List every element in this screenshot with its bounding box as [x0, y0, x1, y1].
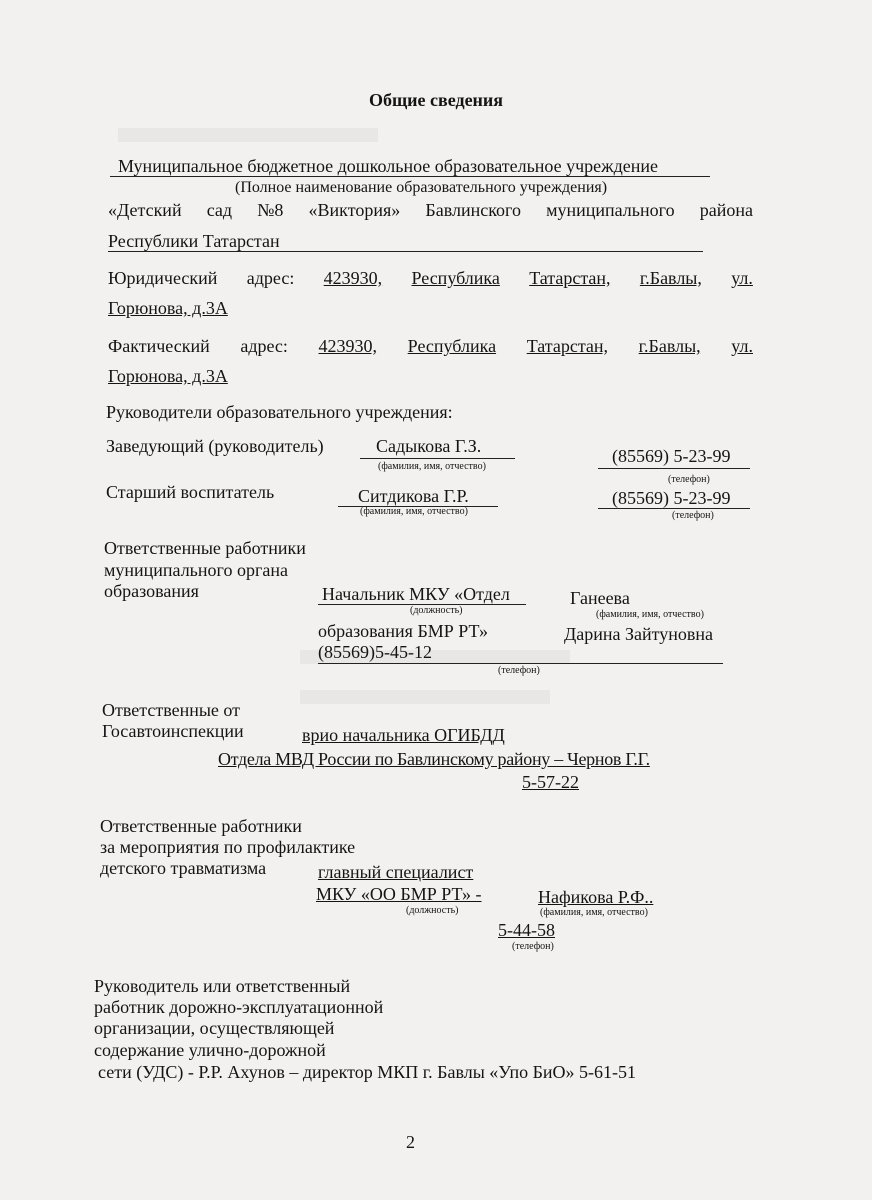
prevention-position-line2: МКУ «ОО БМР РТ» -	[316, 884, 482, 904]
municipal-label-line: образования	[104, 581, 199, 601]
actual-address-word: 423930,	[318, 336, 378, 356]
road-last-line: сети (УДС) - Р.Р. Ахунов – директор МКП г. Бавлы «Упо БиО» 5-61-51	[98, 1062, 637, 1082]
prevention-label-line: Ответственные работники	[100, 816, 302, 836]
municipal-name-line2: Дарина Зайтуновна	[564, 624, 714, 644]
org-word: «Детский	[108, 200, 182, 220]
actual-address-word: г.Бавлы,	[638, 336, 701, 356]
head-name-caption: (фамилия, имя, отчество)	[378, 461, 486, 472]
actual-address-word: Республика	[407, 336, 497, 356]
org-name-line3: Республики Татарстан	[108, 231, 280, 251]
org-name-line3-underline	[108, 251, 703, 252]
senior-name: Ситдикова Г.Р.	[358, 486, 469, 506]
head-name: Садыкова Г.З.	[376, 436, 482, 456]
prevention-name-caption: (фамилия, имя, отчество)	[540, 907, 648, 918]
prevention-phone: 5-44-58	[498, 920, 555, 940]
municipal-phone: (85569)5-45-12	[318, 642, 432, 662]
org-word: №8	[257, 200, 284, 220]
managers-heading: Руководители образовательного учреждения:	[106, 402, 453, 422]
road-label-line: организации, осуществляющей	[94, 1018, 335, 1038]
senior-phone: (85569) 5-23-99	[612, 488, 731, 508]
actual-address-word: адрес:	[240, 336, 288, 356]
gai-label-line: Ответственные от	[102, 700, 241, 720]
org-word: муниципального	[546, 200, 675, 220]
prevention-label-line: детского травматизма	[100, 858, 267, 878]
municipal-phone-caption: (телефон)	[498, 665, 540, 676]
prevention-position-caption: (должность)	[406, 905, 459, 916]
head-role: Заведующий (руководитель)	[106, 436, 324, 456]
bleed-through-mark	[118, 128, 378, 142]
senior-phone-caption: (телефон)	[672, 510, 714, 521]
head-phone-caption: (телефон)	[668, 474, 710, 485]
legal-address-word: Республика	[411, 268, 500, 288]
legal-address-cont: Горюнова, д.3А	[108, 298, 228, 318]
municipal-label-line: муниципального органа	[104, 560, 288, 580]
legal-address-word: 423930,	[323, 268, 383, 288]
org-word: «Виктория»	[308, 200, 401, 220]
municipal-position-line1: Начальник МКУ «Отдел	[322, 584, 510, 604]
org-name-line1: Муниципальное бюджетное дошкольное образовательное учреждение	[118, 156, 658, 176]
actual-address-word: Татарстан,	[526, 336, 609, 356]
prevention-position-line1: главный специалист	[318, 862, 474, 882]
gai-phone: 5-57-22	[522, 772, 579, 792]
municipal-name-line1: Ганеева	[570, 588, 630, 608]
senior-name-caption: (фамилия, имя, отчество)	[360, 506, 468, 517]
page-title: Общие сведения	[368, 90, 504, 110]
org-word: сад	[206, 200, 233, 220]
municipal-name-caption: (фамилия, имя, отчество)	[596, 609, 704, 620]
org-name-line2	[108, 200, 753, 220]
gai-label-line: Госавтоинспекции	[102, 721, 244, 741]
road-label-line: работник дорожно-эксплуатационной	[94, 997, 384, 1017]
legal-address-word: Татарстан,	[529, 268, 611, 288]
actual-address-line	[108, 336, 753, 356]
page-number: 2	[406, 1132, 415, 1152]
legal-address-word: адрес:	[246, 268, 295, 288]
actual-address-word: ул.	[731, 336, 753, 356]
legal-address-line	[108, 268, 753, 288]
org-word: района	[699, 200, 753, 220]
prevention-phone-caption: (телефон)	[512, 941, 554, 952]
municipal-label-line: Ответственные работники	[104, 538, 306, 558]
legal-address-word: Юридический	[108, 268, 218, 288]
bleed-through-mark	[300, 690, 550, 704]
legal-address-word: г.Бавлы,	[639, 268, 702, 288]
prevention-name: Нафикова Р.Ф..	[538, 887, 654, 907]
legal-address-word: ул.	[731, 268, 753, 288]
municipal-phone-underline	[318, 663, 723, 664]
org-word: Бавлинского	[425, 200, 521, 220]
head-phone-underline	[598, 468, 750, 469]
municipal-position-caption: (должность)	[410, 605, 463, 616]
actual-address-word: Фактический	[108, 336, 210, 356]
org-name-underline	[110, 176, 710, 177]
actual-address-cont: Горюнова, д.3А	[108, 366, 228, 386]
road-label-line: Руководитель или ответственный	[94, 976, 351, 996]
gai-position-line2: Отдела МВД России по Бавлинскому району – Чернов Г.Г.	[218, 749, 650, 769]
municipal-position-line2: образования БМР РТ»	[318, 621, 489, 641]
head-phone: (85569) 5-23-99	[612, 446, 731, 466]
senior-phone-underline	[598, 508, 750, 509]
senior-role: Старший воспитатель	[106, 482, 275, 502]
road-label-line: содержание улично-дорожной	[94, 1040, 326, 1060]
gai-position-line1: врио начальника ОГИБДД	[302, 725, 505, 745]
prevention-label-line: за мероприятия по профилактике	[100, 837, 356, 857]
org-name-caption: (Полное наименование образовательного учреждения)	[235, 179, 608, 196]
head-name-underline	[360, 458, 515, 459]
